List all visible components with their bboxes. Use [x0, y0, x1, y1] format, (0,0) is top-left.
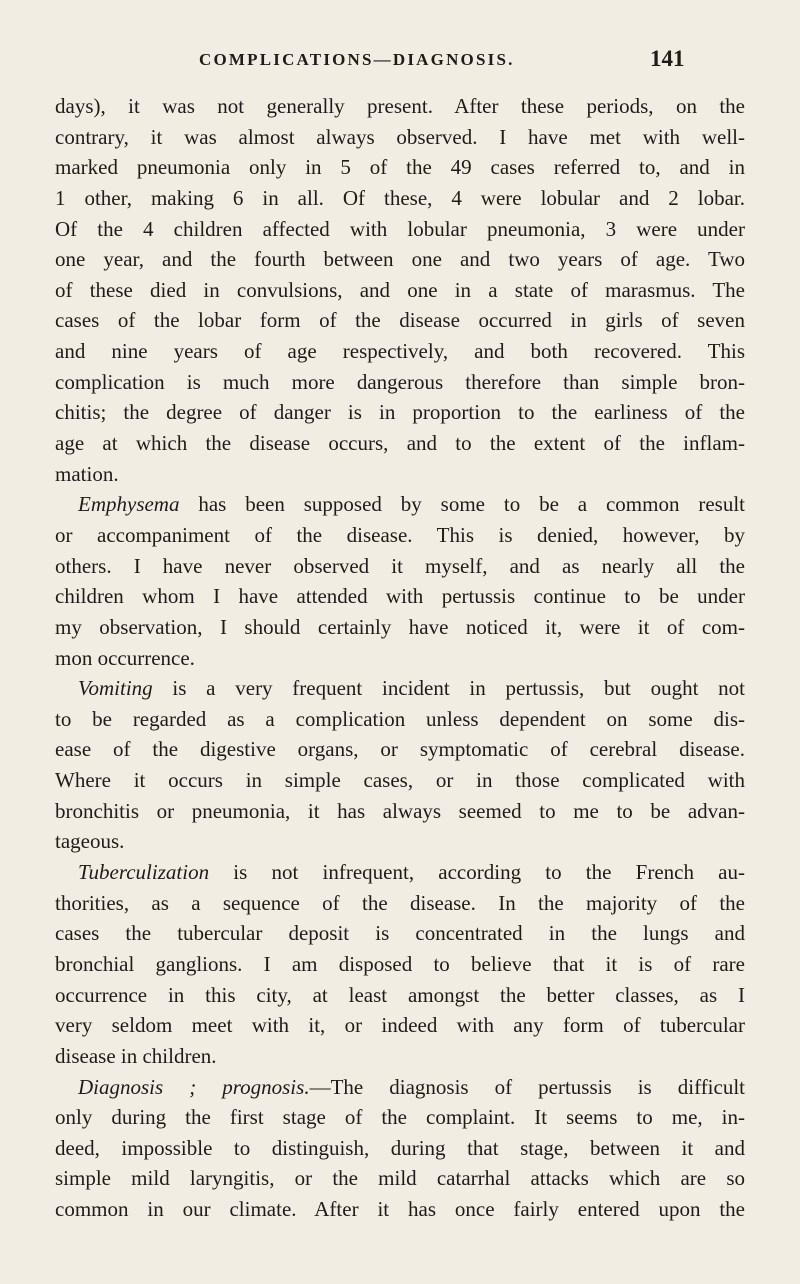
running-title: COMPLICATIONS—DIAGNOSIS.	[199, 50, 515, 69]
italic-heading: Tuberculization	[78, 860, 210, 885]
line-text: Of the 4 children affected with lobular pneumonia, 3 were under	[55, 216, 745, 241]
text-line	[55, 1163, 745, 1194]
text-line	[55, 581, 745, 612]
line-text: mation.	[55, 461, 119, 486]
line-text: others. I have never observed it myself, and as nearly all the	[55, 553, 745, 578]
text-line	[55, 152, 745, 183]
text-line	[55, 612, 745, 643]
text-line	[55, 244, 745, 275]
line-text: occurrence in this city, at least amongst the better classes, as I	[55, 982, 745, 1007]
line-text: simple mild laryngitis, or the mild catarrhal attacks which are so	[55, 1166, 745, 1191]
text-line	[55, 949, 745, 980]
text-line	[55, 183, 745, 214]
text-line	[55, 520, 745, 551]
text-line	[55, 397, 745, 428]
text-line	[55, 91, 745, 122]
line-text: mon occurrence.	[55, 645, 195, 670]
line-text: one year, and the fourth between one and two years of age. Two	[55, 247, 745, 272]
text-line	[55, 367, 745, 398]
text-line	[55, 1041, 745, 1072]
text-line	[55, 980, 745, 1011]
text-line	[55, 1194, 745, 1225]
text-line	[55, 1133, 745, 1164]
line-text: is not infrequent, according to the French au-	[209, 860, 745, 885]
line-text: complication is much more dangerous therefore than simple bron-	[55, 369, 745, 394]
line-text: and nine years of age respectively, and both recovered. This	[55, 339, 745, 364]
text-line	[55, 275, 745, 306]
line-text: is a very frequent incident in pertussis, but ought not	[152, 676, 745, 701]
line-text: bronchial ganglions. I am disposed to believe that it is of rare	[55, 951, 745, 976]
text-line	[55, 459, 745, 490]
text-line	[55, 336, 745, 367]
running-head	[0, 46, 800, 76]
line-text: tageous.	[55, 829, 125, 854]
text-line	[55, 214, 745, 245]
line-text: thorities, as a sequence of the disease. In the majority of the	[55, 890, 745, 915]
text-line	[55, 796, 745, 827]
line-text: marked pneumonia only in 5 of the 49 cases referred to, and in	[55, 155, 745, 180]
line-text: very seldom meet with it, or indeed with any form of tubercular	[55, 1013, 745, 1038]
text-line	[55, 305, 745, 336]
italic-heading: Vomiting	[78, 676, 153, 701]
text-line	[55, 428, 745, 459]
line-text: only during the first stage of the complaint. It seems to me, in-	[55, 1105, 745, 1130]
line-text: or accompaniment of the disease. This is denied, however, by	[55, 522, 745, 547]
line-text: days), it was not generally present. After these periods, on the	[55, 94, 745, 118]
text-line	[55, 888, 745, 919]
line-text: children whom I have attended with pertussis continue to be under	[55, 584, 745, 609]
italic-heading: Emphysema	[78, 492, 180, 517]
line-text: 1 other, making 6 in all. Of these, 4 were lobular and 2 lobar.	[55, 185, 745, 210]
line-text: contrary, it was almost always observed. I have met with well-	[55, 124, 745, 149]
paragraph-start-line	[55, 1072, 745, 1103]
line-text: Where it occurs in simple cases, or in those complicated with	[55, 768, 745, 793]
line-text: ease of the digestive organs, or symptomatic of cerebral disease.	[55, 737, 745, 762]
paragraph-start-line	[55, 673, 745, 704]
paragraph-start-line	[55, 857, 745, 888]
line-text: common in our climate. After it has once fairly entered upon the	[55, 1197, 745, 1222]
body-text	[55, 91, 745, 1225]
line-text: of these died in convulsions, and one in a state of marasmus. The	[55, 277, 745, 302]
paragraph-start-line	[55, 489, 745, 520]
text-line	[55, 1010, 745, 1041]
line-text: to be regarded as a complication unless dependent on some dis-	[55, 706, 745, 731]
line-text: chitis; the degree of danger is in proportion to the earliness of the	[55, 400, 745, 425]
page-number: 141	[650, 46, 685, 71]
text-line	[55, 643, 745, 674]
text-line	[55, 765, 745, 796]
line-text: cases of the lobar form of the disease occurred in girls of seven	[55, 308, 745, 333]
text-line	[55, 122, 745, 153]
line-text: cases the tubercular deposit is concentrated in the lungs and	[55, 921, 745, 946]
line-text: bronchitis or pneumonia, it has always seemed to me to be advan-	[55, 798, 745, 823]
text-line	[55, 1102, 745, 1133]
line-text: disease in children.	[55, 1043, 217, 1068]
line-text: my observation, I should certainly have noticed it, were it of com-	[55, 614, 745, 639]
italic-heading: Diagnosis ; prognosis.	[78, 1074, 310, 1099]
text-line	[55, 918, 745, 949]
line-text: has been supposed by some to be a common result	[179, 492, 745, 517]
line-text: deed, impossible to distinguish, during that stage, between it and	[55, 1135, 745, 1160]
text-line	[55, 826, 745, 857]
line-text: age at which the disease occurs, and to the extent of the inflam-	[55, 431, 745, 456]
text-line	[55, 704, 745, 735]
text-line	[55, 551, 745, 582]
line-text: —The diagnosis of pertussis is difficult	[309, 1074, 746, 1099]
text-line	[55, 734, 745, 765]
